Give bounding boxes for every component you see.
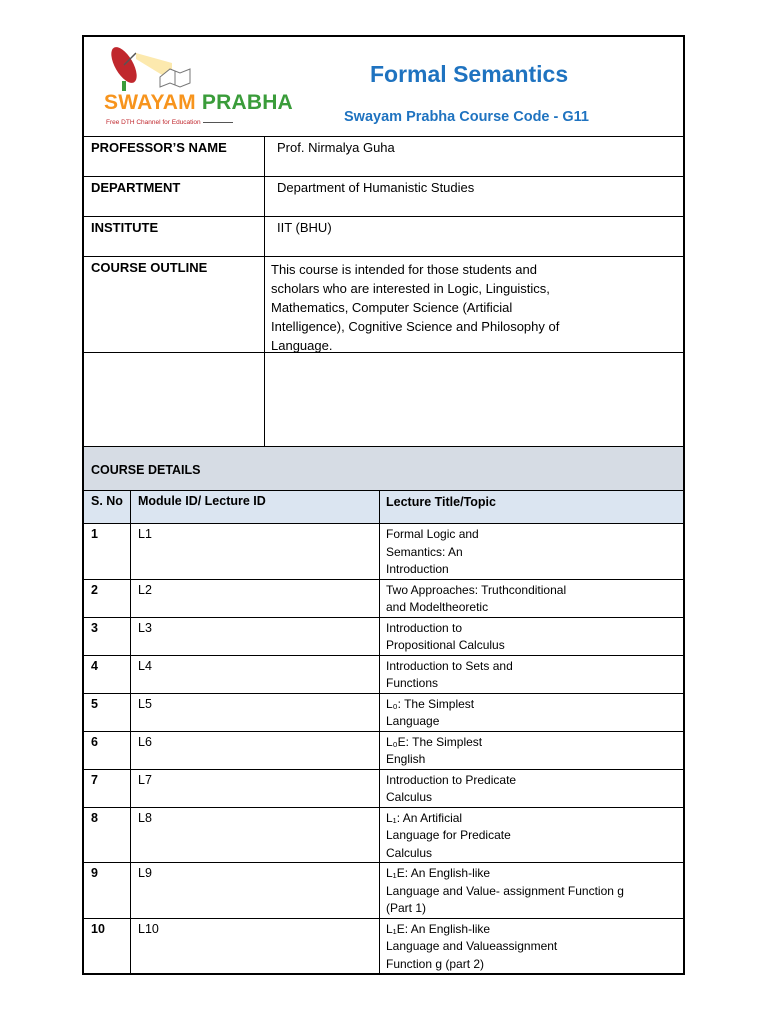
lecture-title-line: English — [386, 752, 426, 766]
table-row — [84, 808, 683, 864]
lecture-title-line: L₀E: The Simplest — [386, 734, 483, 749]
lecture-title-line: L₁E: An English-like — [386, 921, 491, 936]
lecture-title-line: Introduction — [386, 562, 449, 576]
table-row — [84, 656, 683, 694]
lecture-sno: 2 — [84, 580, 131, 617]
lecture-sno: 8 — [84, 808, 131, 863]
lecture-sno: 9 — [84, 863, 131, 918]
lecture-title — [380, 919, 683, 974]
professor-label: PROFESSOR’S NAME — [84, 137, 265, 176]
professor-value: Prof. Nirmalya Guha — [277, 140, 395, 155]
lecture-id: L5 — [131, 694, 380, 731]
course-info-table — [82, 137, 685, 447]
table-row — [84, 694, 683, 732]
lecture-title-line: Language and Valueassignment — [386, 939, 558, 953]
lecture-title-line: L₁E: An English-like — [386, 866, 491, 880]
lecture-title-line: and Modeltheoretic — [386, 600, 489, 614]
lecture-title-line: Introduction to — [386, 620, 463, 635]
outline-value: This course is intended for those students and scholars who are interested in Logic, Linguistics, Mathematics, Computer Science (Artificial Intelligence), Cognitive Science and Philosophy of Language. — [271, 262, 560, 353]
lecture-title — [380, 732, 683, 769]
lecture-id: L7 — [131, 770, 380, 807]
lecture-id: L10 — [131, 919, 380, 974]
lecture-id: L1 — [131, 524, 380, 579]
logo-tagline: Free DTH Channel for Education — [106, 119, 233, 126]
department-row — [84, 177, 683, 217]
lecture-sno: 3 — [84, 618, 131, 655]
lecture-title-line: Language — [386, 714, 440, 728]
lecture-sno: 1 — [84, 524, 131, 579]
institute-row — [84, 217, 683, 257]
lecture-title-line: Two Approaches: Truthconditional — [386, 582, 567, 597]
lecture-id: L3 — [131, 618, 380, 655]
lecture-title-line: Functions — [386, 676, 439, 690]
table-row — [84, 524, 683, 580]
document-page — [82, 35, 685, 975]
table-row — [84, 919, 683, 974]
lecture-sno: 7 — [84, 770, 131, 807]
lecture-title — [380, 808, 683, 863]
table-row — [84, 770, 683, 808]
course-code: Swayam Prabha Course Code - G11 — [344, 109, 589, 125]
lecture-id: L4 — [131, 656, 380, 693]
lecture-title-line: Formal Logic and — [386, 527, 479, 541]
lecture-title-line: L₁: An Artificial — [386, 810, 463, 825]
column-header-sno: S. No — [84, 491, 131, 523]
lecture-title-line: Calculus — [386, 790, 433, 804]
lecture-title-line: Function g (part 2) — [386, 956, 485, 971]
swayam-prabha-logo — [102, 43, 293, 131]
institute-value: IIT (BHU) — [277, 220, 332, 235]
empty-cell — [265, 353, 683, 446]
lecture-sno: 6 — [84, 732, 131, 769]
lecture-id: L9 — [131, 863, 380, 918]
lecture-title-line: Propositional Calculus — [386, 638, 505, 652]
lecture-title-line: L₀: The Simplest — [386, 696, 475, 711]
table-row — [84, 863, 683, 919]
institute-label: INSTITUTE — [84, 217, 265, 256]
department-label: DEPARTMENT — [84, 177, 265, 216]
department-value: Department of Humanistic Studies — [277, 180, 475, 195]
lecture-title — [380, 694, 683, 731]
lecture-title — [380, 618, 683, 655]
table-row — [84, 580, 683, 618]
outline-label: COURSE OUTLINE — [84, 257, 265, 352]
satellite-dish-icon — [102, 43, 222, 93]
course-title: Formal Semantics — [370, 61, 569, 87]
lecture-sno: 4 — [84, 656, 131, 693]
lecture-title-line: Language and Value- assignment Function g — [386, 883, 624, 898]
column-header-module-id: Module ID/ Lecture ID — [131, 491, 380, 523]
document-header — [82, 35, 685, 137]
lecture-title — [380, 580, 683, 617]
lecture-title-line: Introduction to Sets and — [386, 658, 513, 673]
column-header-title: Lecture Title/Topic — [386, 495, 496, 509]
lecture-sno: 5 — [84, 694, 131, 731]
lecture-title-line: Semantics: An — [386, 544, 463, 559]
professor-row — [84, 137, 683, 177]
empty-cell — [84, 353, 265, 446]
lecture-table — [82, 491, 685, 975]
lecture-id: L6 — [131, 732, 380, 769]
lecture-id: L8 — [131, 808, 380, 863]
lecture-title-line: (Part 1) — [386, 901, 427, 915]
lecture-title-line: Calculus — [386, 845, 433, 860]
table-row — [84, 618, 683, 656]
lecture-title — [380, 863, 683, 918]
table-row — [84, 732, 683, 770]
empty-row — [84, 353, 683, 447]
logo-wordmark: SWAYAM PRABHA — [104, 91, 293, 114]
lecture-title — [380, 524, 683, 579]
lecture-title — [380, 770, 683, 807]
lecture-title — [380, 656, 683, 693]
lecture-title-line: Language for Predicate — [386, 828, 511, 842]
course-details-heading: COURSE DETAILS — [82, 447, 685, 491]
lecture-title-line: Introduction to Predicate — [386, 772, 517, 787]
lecture-id: L2 — [131, 580, 380, 617]
table-header-row — [84, 491, 683, 524]
lecture-sno: 10 — [84, 919, 131, 974]
outline-row — [84, 257, 683, 353]
